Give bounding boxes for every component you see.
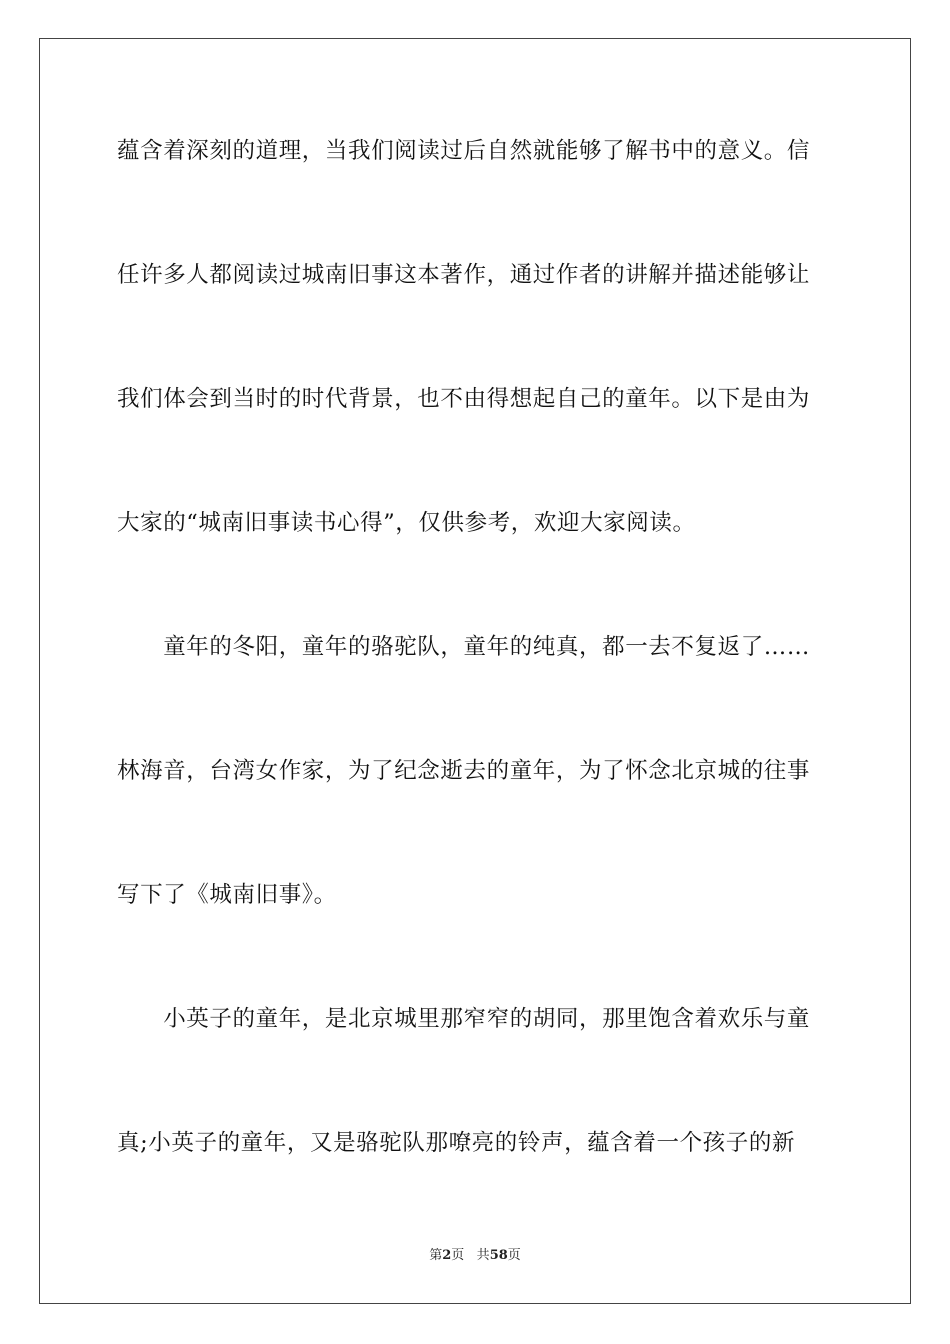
body-text-line-1: 蕴含着深刻的道理，当我们阅读过后自然就能够了解书中的意义。信: [117, 138, 811, 164]
body-text-line-6: 林海音，台湾女作家，为了纪念逝去的童年，为了怀念北京城的往事: [117, 758, 811, 784]
total-suffix: 页: [507, 1248, 521, 1263]
page-footer: [0, 1247, 950, 1265]
body-text-line-3: 我们体会到当时的时代背景，也不由得想起自己的童年。以下是由为: [117, 386, 811, 412]
body-text-line-8: 小英子的童年，是北京城里那窄窄的胡同，那里饱含着欢乐与童: [117, 1006, 811, 1032]
total-pages: 58: [489, 1248, 508, 1263]
page-number: 2: [442, 1248, 452, 1263]
body-text-line-5: 童年的冬阳，童年的骆驼队，童年的纯真，都一去不复返了……: [117, 634, 811, 660]
body-text-line-4: 大家的“城南旧事读书心得”，仅供参考，欢迎大家阅读。: [117, 510, 696, 536]
page-prefix: 第: [429, 1248, 443, 1263]
page-suffix: 页: [451, 1248, 465, 1263]
body-text-line-9: 真;小英子的童年，又是骆驼队那嘹亮的铃声，蕴含着一个孩子的新: [117, 1130, 796, 1156]
body-text-line-2: 任许多人都阅读过城南旧事这本著作，通过作者的讲解并描述能够让: [117, 262, 811, 288]
body-text-line-7: 写下了《城南旧事》。: [117, 882, 337, 908]
page-border: [39, 38, 911, 1304]
total-prefix: 共: [476, 1248, 490, 1263]
